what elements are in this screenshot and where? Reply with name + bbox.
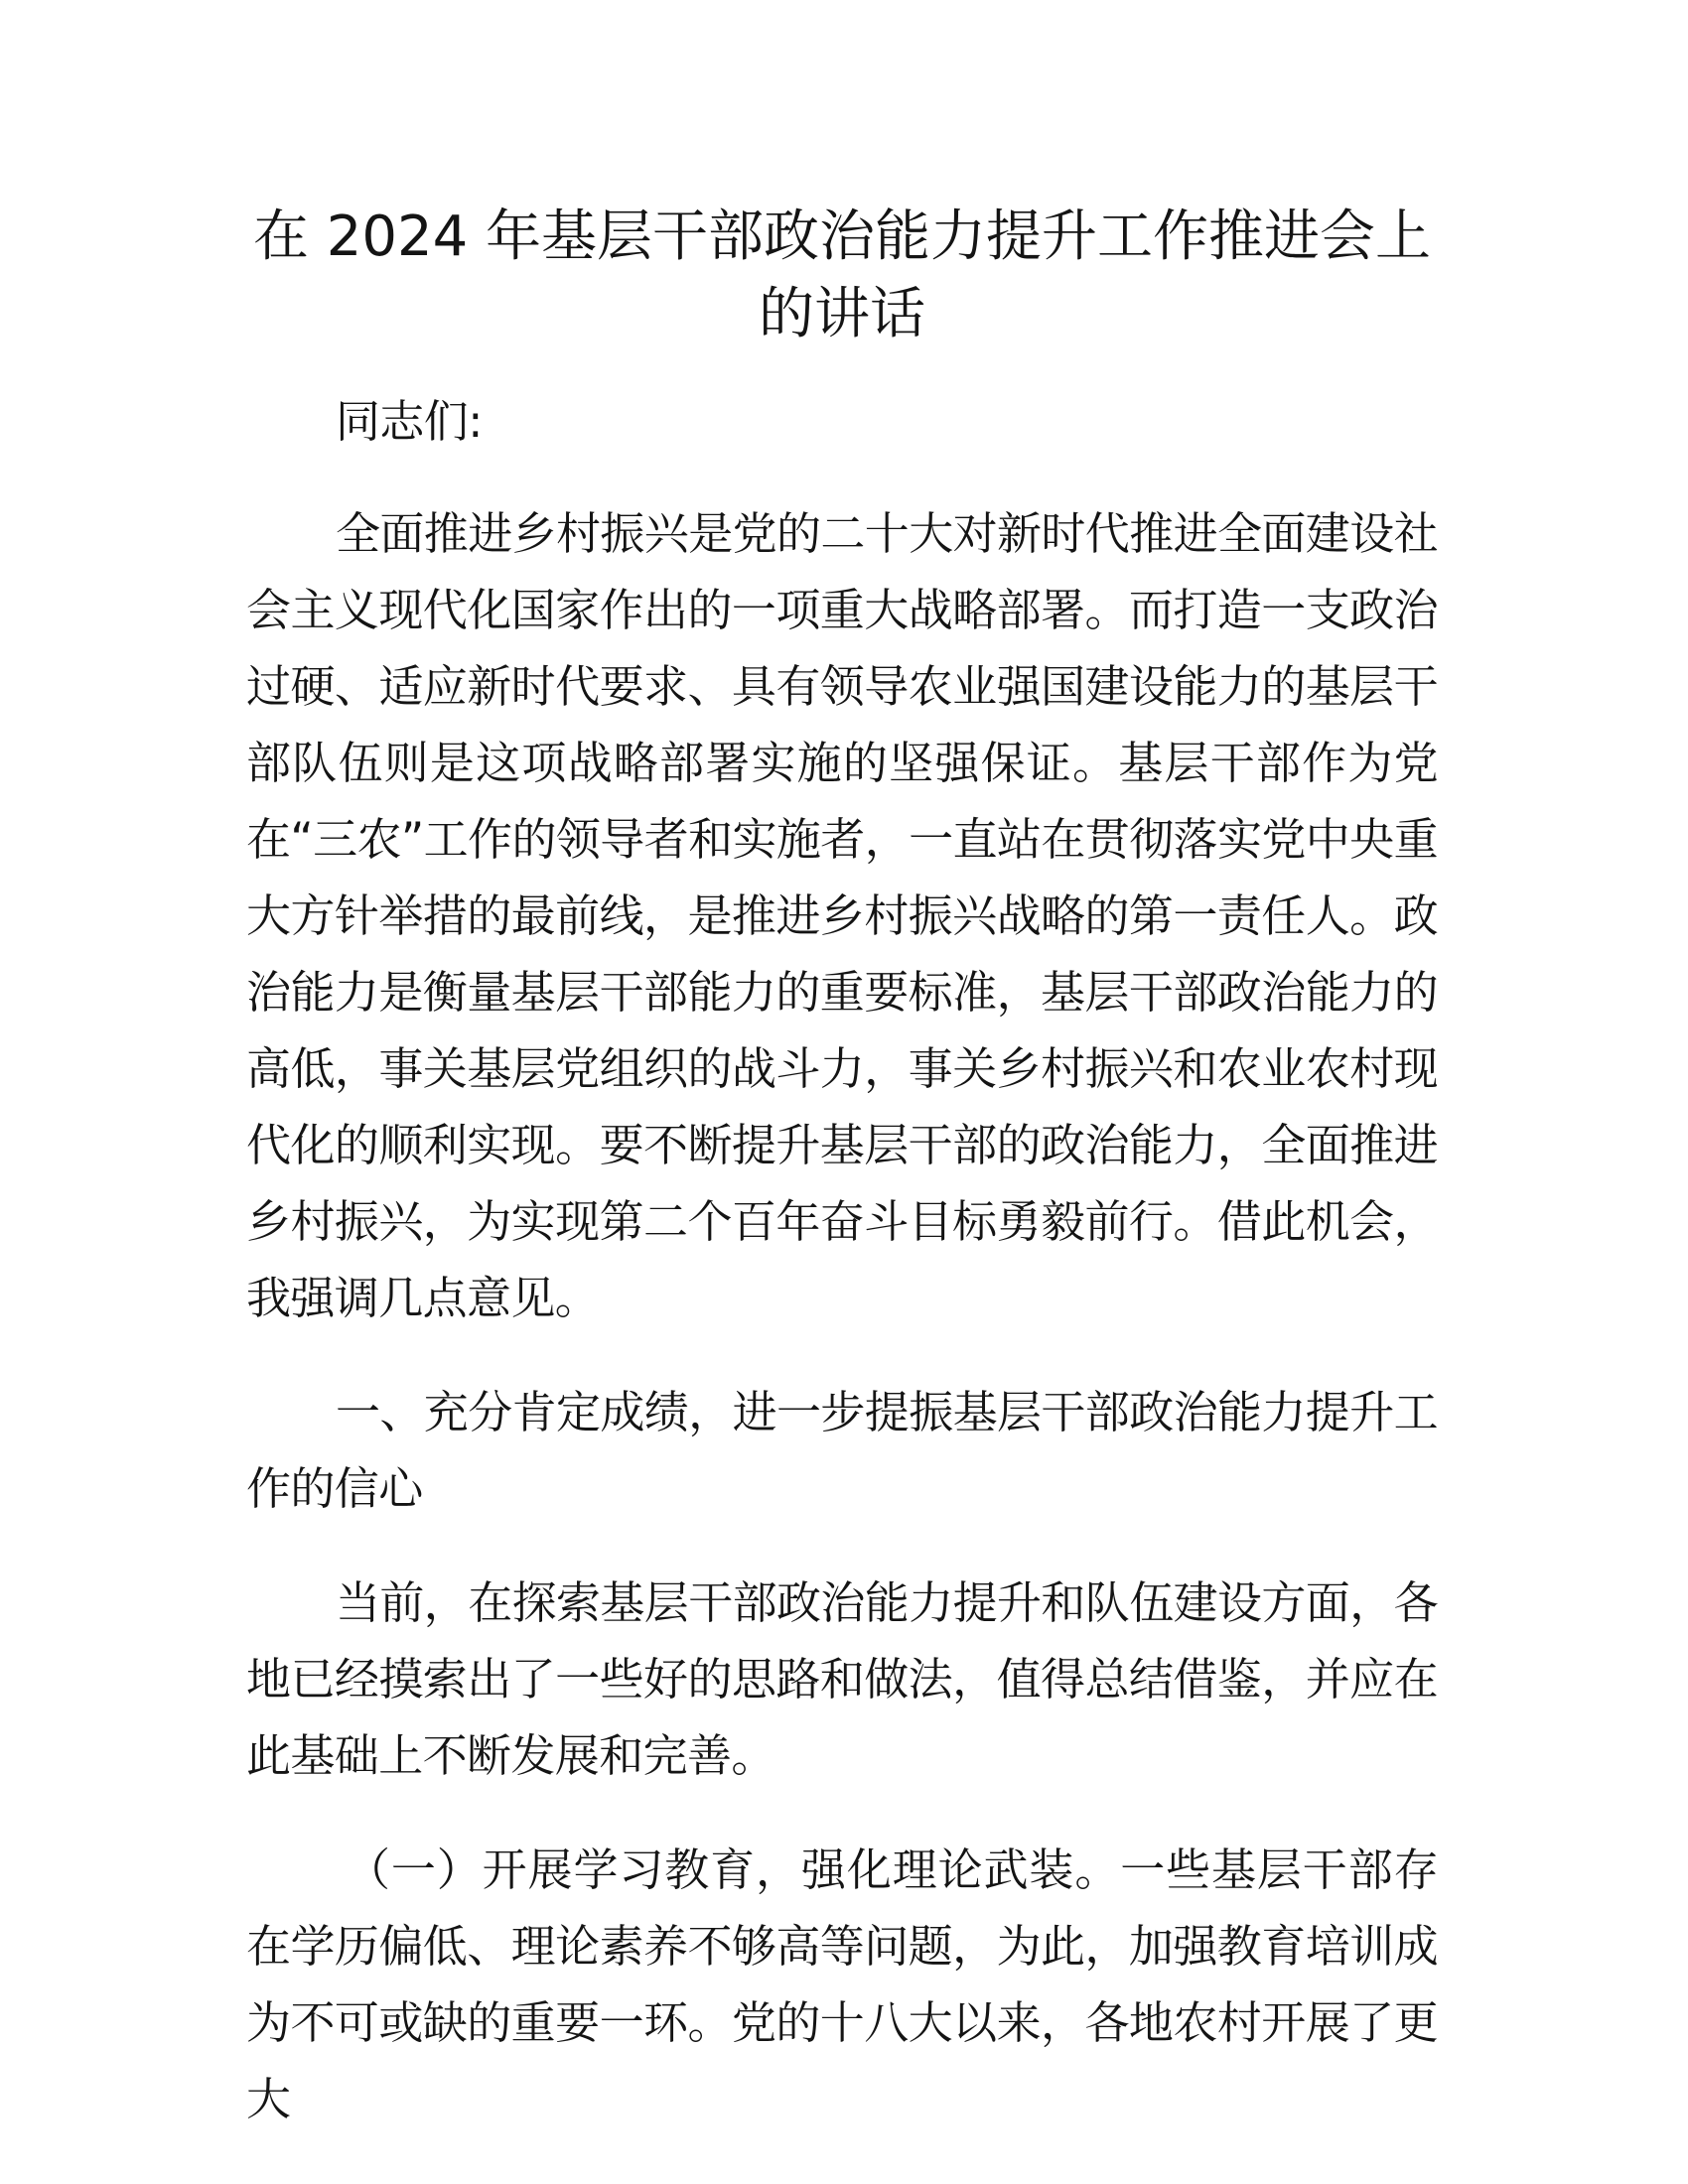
document-body [246, 199, 1438, 2137]
title-line-1: 在 2024 年基层干部政治能力提升工作推进会上 [252, 205, 1432, 269]
paragraph-intro: 全面推进乡村振兴是党的二十大对新时代推进全面建设社会主义现代化国家作出的一项重大战略部署。而打造一支政治过硬、适应新时代要求、具有领导农业强国建设能力的基层干部队伍则是这项战略部署实施的坚强保证。基层干部作为党在“三农”工作的领导者和实施者，一直站在贯彻落实党中央重大方针举措的最前线，是推进乡村振兴战略的第一责任人。政治能力是衡量基层干部能力的重要标准，基层干部政治能力的高低，事关基层党组织的战斗力，事关乡村振兴和农业农村现代化的顺利实现。要不断提升基层干部的政治能力，全面推进乡村振兴，为实现第二个百年奋斗目标勇毅前行。借此机会，我强调几点意见。 [246, 507, 1439, 1324]
paragraph-section-1: 当前，在探索基层干部政治能力提升和队伍建设方面，各地已经摸索出了一些好的思路和做法，值得总结借鉴，并应在此基础上不断发展和完善。 [246, 1576, 1439, 1782]
paragraph-subsection-1: （一）开展学习教育，强化理论武装。一些基层干部存在学历偏低、理论素养不够高等问题，为此，加强教育培训成为不可或缺的重要一环。党的十八大以来，各地农村开展了更大 [246, 1843, 1438, 2125]
salutation: 同志们: [336, 395, 483, 448]
document-title [246, 199, 1438, 353]
section-heading-1: 一、充分肯定成绩，进一步提振基层干部政治能力提升工作的信心 [246, 1386, 1439, 1515]
title-line-2: 的讲话 [759, 282, 925, 346]
